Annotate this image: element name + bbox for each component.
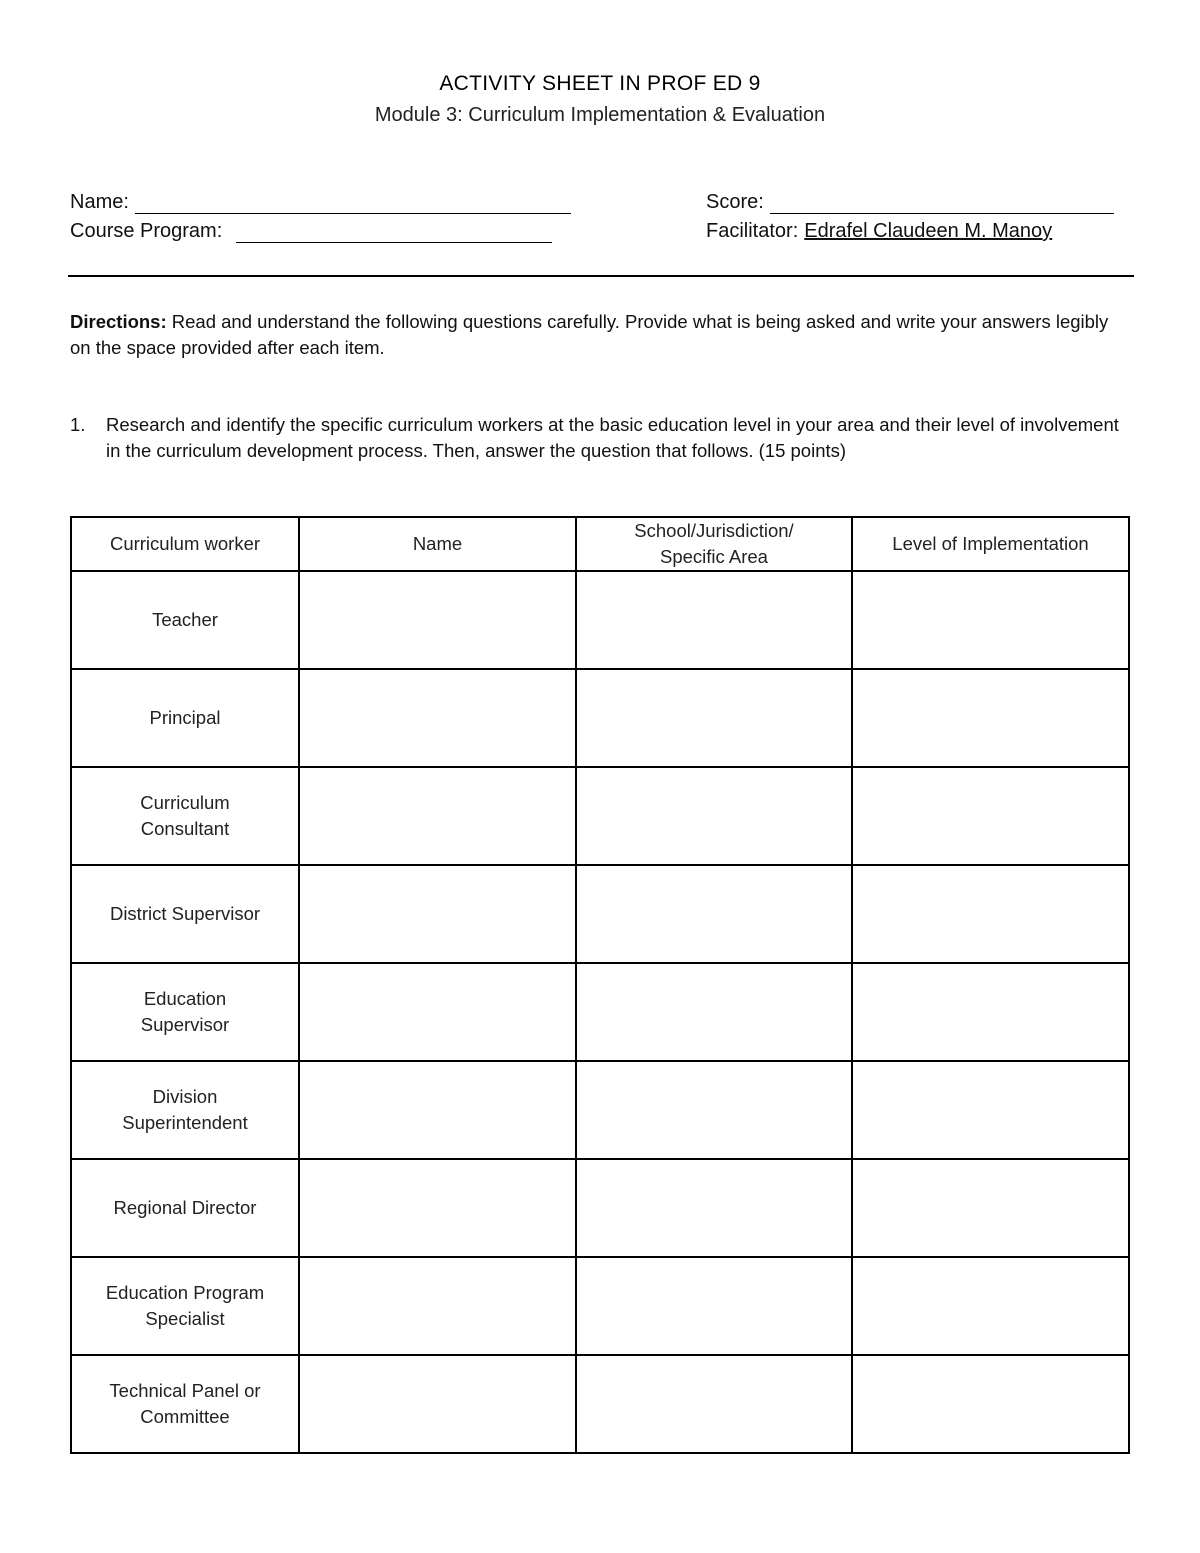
table-row	[71, 571, 1129, 669]
name-field	[70, 188, 571, 214]
answer-cell-school[interactable]	[576, 865, 852, 963]
table-row	[71, 865, 1129, 963]
worker-education-program-specialist: Education Program Specialist	[71, 1257, 299, 1355]
answer-cell-name[interactable]	[299, 1257, 576, 1355]
worker-technical-panel: Technical Panel or Committee	[71, 1355, 299, 1453]
header-level-of-implementation: Level of Implementation	[852, 517, 1129, 571]
answer-cell-level[interactable]	[852, 1257, 1129, 1355]
answer-cell-school[interactable]	[576, 1257, 852, 1355]
table-row	[71, 669, 1129, 767]
answer-cell-name[interactable]	[299, 669, 576, 767]
worker-district-supervisor: District Supervisor	[71, 865, 299, 963]
course-program-blank-line[interactable]	[236, 222, 552, 243]
score-label: Score:	[706, 191, 764, 213]
question-number: 1.	[70, 414, 86, 435]
directions	[70, 309, 1130, 361]
facilitator-label: Facilitator:	[706, 220, 799, 242]
answer-cell-name[interactable]	[299, 1355, 576, 1453]
table-row	[71, 767, 1129, 865]
answer-cell-level[interactable]	[852, 669, 1129, 767]
table-row	[71, 1061, 1129, 1159]
answer-cell-school[interactable]	[576, 669, 852, 767]
name-blank-line[interactable]	[135, 193, 571, 214]
answer-cell-school[interactable]	[576, 1061, 852, 1159]
answer-cell-level[interactable]	[852, 1159, 1129, 1257]
answer-cell-school[interactable]	[576, 1159, 852, 1257]
answer-cell-school[interactable]	[576, 571, 852, 669]
course-program-field	[70, 217, 552, 243]
worker-division-superintendent: Division Superintendent	[71, 1061, 299, 1159]
course-program-label: Course Program:	[70, 220, 223, 242]
answer-cell-level[interactable]	[852, 767, 1129, 865]
worker-education-supervisor: Education Supervisor	[71, 963, 299, 1061]
table-row	[71, 1159, 1129, 1257]
header-name: Name	[299, 517, 576, 571]
facilitator-field	[706, 217, 1052, 243]
answer-cell-level[interactable]	[852, 963, 1129, 1061]
worker-teacher: Teacher	[71, 571, 299, 669]
answer-cell-level[interactable]	[852, 1061, 1129, 1159]
answer-cell-name[interactable]	[299, 1159, 576, 1257]
table-header-row	[71, 517, 1129, 571]
directions-text: Read and understand the following questions carefully. Provide what is being asked and write your answers legibly on the space provided after each item.	[70, 311, 1109, 358]
answer-cell-level[interactable]	[852, 1355, 1129, 1453]
answer-cell-name[interactable]	[299, 571, 576, 669]
header-divider	[68, 275, 1134, 277]
name-label: Name:	[70, 191, 129, 213]
worker-principal: Principal	[71, 669, 299, 767]
table-row	[71, 963, 1129, 1061]
page-title: ACTIVITY SHEET IN PROF ED 9	[439, 72, 761, 95]
answer-cell-school[interactable]	[576, 1355, 852, 1453]
answer-cell-level[interactable]	[852, 865, 1129, 963]
table-row	[71, 1355, 1129, 1453]
answer-cell-level[interactable]	[852, 571, 1129, 669]
score-field	[706, 188, 1114, 214]
question-text: Research and identify the specific curriculum workers at the basic education level in your area and their level of involvement in the curriculum development process. Then, answer the question that follows. (15 points)	[106, 414, 1119, 461]
header-curriculum-worker: Curriculum worker	[71, 517, 299, 571]
table-row	[71, 1257, 1129, 1355]
worker-regional-director: Regional Director	[71, 1159, 299, 1257]
curriculum-workers-table	[70, 516, 1130, 1454]
header-school-jurisdiction: School/Jurisdiction/ Specific Area	[576, 517, 852, 571]
directions-label: Directions:	[70, 311, 167, 332]
answer-cell-name[interactable]	[299, 963, 576, 1061]
facilitator-value: Edrafel Claudeen M. Manoy	[804, 220, 1053, 242]
answer-cell-name[interactable]	[299, 767, 576, 865]
score-blank-line[interactable]	[770, 193, 1114, 214]
answer-cell-school[interactable]	[576, 963, 852, 1061]
page-subtitle: Module 3: Curriculum Implementation & Evaluation	[374, 104, 826, 126]
answer-cell-school[interactable]	[576, 767, 852, 865]
answer-cell-name[interactable]	[299, 1061, 576, 1159]
worker-curriculum-consultant: Curriculum Consultant	[71, 767, 299, 865]
question-1	[70, 412, 1130, 464]
answer-cell-name[interactable]	[299, 865, 576, 963]
